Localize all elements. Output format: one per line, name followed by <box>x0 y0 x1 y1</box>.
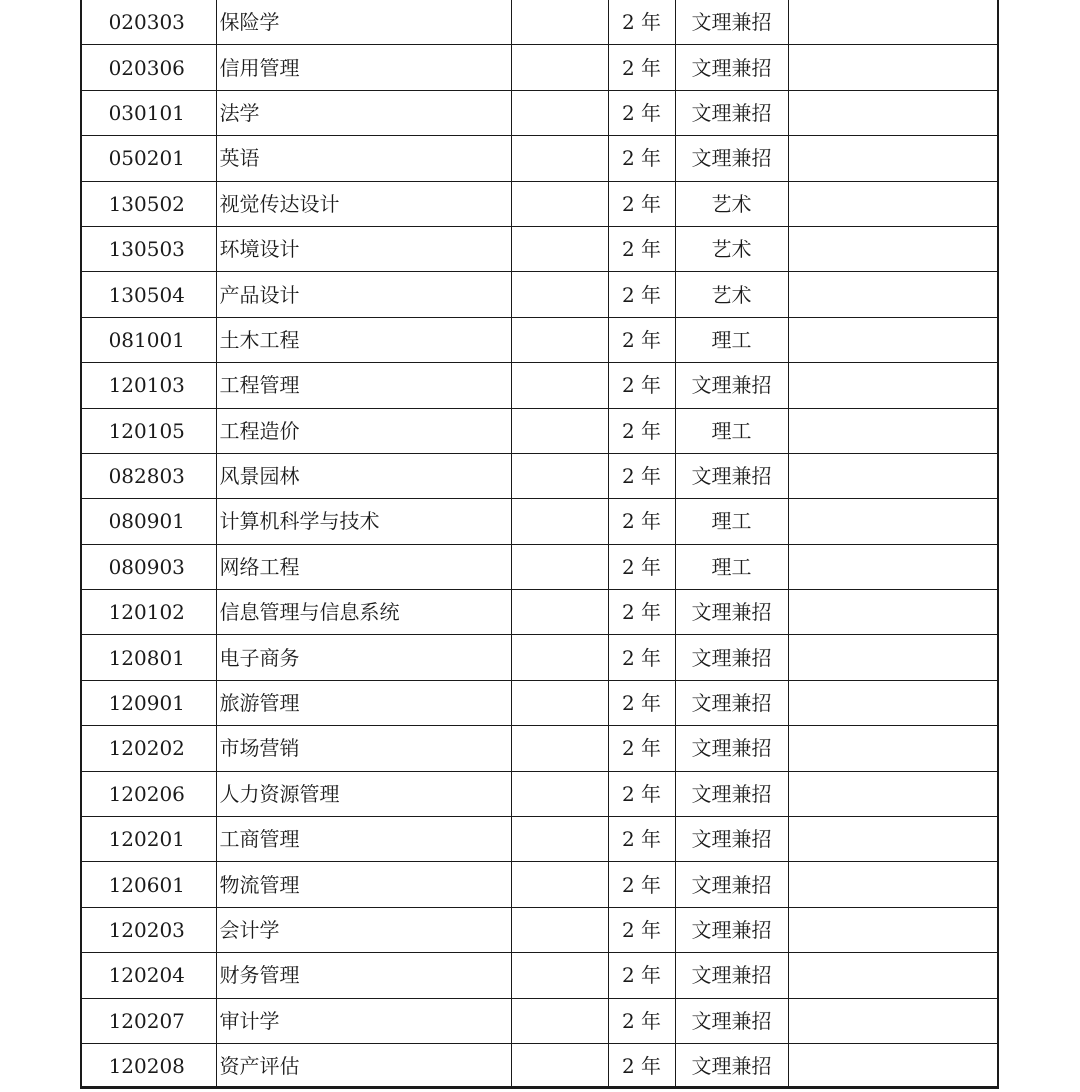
table-row <box>82 317 997 362</box>
blank-cell <box>511 680 608 725</box>
enrollment-type-cell: 文理兼招 <box>675 771 788 816</box>
program-code-cell: 120901 <box>82 680 216 725</box>
duration-cell: 2 年 <box>608 680 675 725</box>
program-code-cell: 120105 <box>82 408 216 453</box>
table-row <box>82 181 997 226</box>
program-name-cell: 信用管理 <box>216 45 511 90</box>
program-name-cell: 信息管理与信息系统 <box>216 590 511 635</box>
enrollment-type-cell: 艺术 <box>675 226 788 271</box>
table-row <box>82 363 997 408</box>
table-row <box>82 544 997 589</box>
program-name-cell: 会计学 <box>216 907 511 952</box>
note-cell <box>788 998 997 1043</box>
note-cell <box>788 635 997 680</box>
note-cell <box>788 544 997 589</box>
blank-cell <box>511 771 608 816</box>
enrollment-type-cell: 理工 <box>675 317 788 362</box>
program-name-cell: 电子商务 <box>216 635 511 680</box>
blank-cell <box>511 317 608 362</box>
program-code-cell: 120102 <box>82 590 216 635</box>
note-cell <box>788 181 997 226</box>
blank-cell <box>511 907 608 952</box>
table-row <box>82 862 997 907</box>
enrollment-type-cell: 文理兼招 <box>675 136 788 181</box>
enrollment-type-cell: 文理兼招 <box>675 862 788 907</box>
blank-cell <box>511 408 608 453</box>
duration-cell: 2 年 <box>608 953 675 998</box>
program-code-cell: 080901 <box>82 499 216 544</box>
table-row <box>82 90 997 135</box>
table-row <box>82 907 997 952</box>
blank-cell <box>511 136 608 181</box>
program-name-cell: 计算机科学与技术 <box>216 499 511 544</box>
table-row <box>82 226 997 271</box>
duration-cell: 2 年 <box>608 635 675 680</box>
duration-cell: 2 年 <box>608 817 675 862</box>
program-code-cell: 130503 <box>82 226 216 271</box>
note-cell <box>788 453 997 498</box>
table-row <box>82 680 997 725</box>
duration-cell: 2 年 <box>608 317 675 362</box>
blank-cell <box>511 0 608 45</box>
program-code-cell: 020306 <box>82 45 216 90</box>
blank-cell <box>511 499 608 544</box>
enrollment-type-cell: 艺术 <box>675 181 788 226</box>
duration-cell: 2 年 <box>608 408 675 453</box>
blank-cell <box>511 181 608 226</box>
program-code-cell: 082803 <box>82 453 216 498</box>
note-cell <box>788 408 997 453</box>
program-name-cell: 工程造价 <box>216 408 511 453</box>
program-name-cell: 工商管理 <box>216 817 511 862</box>
enrollment-type-cell: 理工 <box>675 544 788 589</box>
blank-cell <box>511 726 608 771</box>
program-name-cell: 网络工程 <box>216 544 511 589</box>
program-code-cell: 130504 <box>82 272 216 317</box>
program-code-cell: 130502 <box>82 181 216 226</box>
program-code-cell: 020303 <box>82 0 216 45</box>
note-cell <box>788 136 997 181</box>
blank-cell <box>511 363 608 408</box>
enrollment-type-cell: 文理兼招 <box>675 998 788 1043</box>
note-cell <box>788 590 997 635</box>
table-row <box>82 1043 997 1088</box>
note-cell <box>788 680 997 725</box>
note-cell <box>788 726 997 771</box>
duration-cell: 2 年 <box>608 453 675 498</box>
program-table-body <box>82 0 997 1089</box>
blank-cell <box>511 45 608 90</box>
program-table <box>82 0 997 1089</box>
note-cell <box>788 817 997 862</box>
table-row <box>82 499 997 544</box>
enrollment-type-cell: 文理兼招 <box>675 90 788 135</box>
program-name-cell: 保险学 <box>216 0 511 45</box>
duration-cell: 2 年 <box>608 0 675 45</box>
program-name-cell: 审计学 <box>216 998 511 1043</box>
program-code-cell: 120801 <box>82 635 216 680</box>
enrollment-type-cell: 文理兼招 <box>675 1043 788 1088</box>
note-cell <box>788 0 997 45</box>
program-code-cell: 120206 <box>82 771 216 816</box>
blank-cell <box>511 998 608 1043</box>
enrollment-type-cell: 文理兼招 <box>675 0 788 45</box>
duration-cell: 2 年 <box>608 726 675 771</box>
blank-cell <box>511 453 608 498</box>
program-code-cell: 050201 <box>82 136 216 181</box>
note-cell <box>788 272 997 317</box>
duration-cell: 2 年 <box>608 226 675 271</box>
note-cell <box>788 226 997 271</box>
table-row <box>82 453 997 498</box>
program-code-cell: 120103 <box>82 363 216 408</box>
program-code-cell: 080903 <box>82 544 216 589</box>
program-name-cell: 人力资源管理 <box>216 771 511 816</box>
program-code-cell: 120204 <box>82 953 216 998</box>
program-name-cell: 市场营销 <box>216 726 511 771</box>
blank-cell <box>511 635 608 680</box>
blank-cell <box>511 590 608 635</box>
duration-cell: 2 年 <box>608 907 675 952</box>
blank-cell <box>511 544 608 589</box>
program-code-cell: 030101 <box>82 90 216 135</box>
program-name-cell: 法学 <box>216 90 511 135</box>
table-row <box>82 726 997 771</box>
note-cell <box>788 771 997 816</box>
program-name-cell: 财务管理 <box>216 953 511 998</box>
duration-cell: 2 年 <box>608 363 675 408</box>
blank-cell <box>511 953 608 998</box>
duration-cell: 2 年 <box>608 272 675 317</box>
enrollment-type-cell: 文理兼招 <box>675 590 788 635</box>
table-row <box>82 590 997 635</box>
duration-cell: 2 年 <box>608 590 675 635</box>
table-row <box>82 272 997 317</box>
enrollment-type-cell: 文理兼招 <box>675 45 788 90</box>
enrollment-type-cell: 文理兼招 <box>675 680 788 725</box>
table-row <box>82 817 997 862</box>
blank-cell <box>511 272 608 317</box>
enrollment-type-cell: 艺术 <box>675 272 788 317</box>
program-code-cell: 120207 <box>82 998 216 1043</box>
program-code-cell: 120208 <box>82 1043 216 1088</box>
note-cell <box>788 363 997 408</box>
table-row <box>82 771 997 816</box>
note-cell <box>788 317 997 362</box>
enrollment-type-cell: 文理兼招 <box>675 363 788 408</box>
program-name-cell: 资产评估 <box>216 1043 511 1088</box>
enrollment-type-cell: 文理兼招 <box>675 953 788 998</box>
blank-cell <box>511 90 608 135</box>
table-row <box>82 635 997 680</box>
blank-cell <box>511 817 608 862</box>
table-row <box>82 953 997 998</box>
program-name-cell: 风景园林 <box>216 453 511 498</box>
note-cell <box>788 953 997 998</box>
program-code-cell: 081001 <box>82 317 216 362</box>
program-code-cell: 120201 <box>82 817 216 862</box>
duration-cell: 2 年 <box>608 544 675 589</box>
table-row <box>82 136 997 181</box>
table-row <box>82 0 997 45</box>
blank-cell <box>511 862 608 907</box>
program-name-cell: 工程管理 <box>216 363 511 408</box>
enrollment-type-cell: 文理兼招 <box>675 907 788 952</box>
table-row <box>82 408 997 453</box>
duration-cell: 2 年 <box>608 862 675 907</box>
duration-cell: 2 年 <box>608 136 675 181</box>
note-cell <box>788 90 997 135</box>
program-name-cell: 产品设计 <box>216 272 511 317</box>
program-name-cell: 物流管理 <box>216 862 511 907</box>
blank-cell <box>511 1043 608 1088</box>
enrollment-type-cell: 文理兼招 <box>675 817 788 862</box>
program-name-cell: 环境设计 <box>216 226 511 271</box>
table-row <box>82 998 997 1043</box>
enrollment-type-cell: 文理兼招 <box>675 635 788 680</box>
enrollment-type-cell: 文理兼招 <box>675 453 788 498</box>
note-cell <box>788 1043 997 1088</box>
program-code-cell: 120203 <box>82 907 216 952</box>
duration-cell: 2 年 <box>608 771 675 816</box>
program-name-cell: 土木工程 <box>216 317 511 362</box>
duration-cell: 2 年 <box>608 45 675 90</box>
note-cell <box>788 45 997 90</box>
duration-cell: 2 年 <box>608 1043 675 1088</box>
enrollment-type-cell: 理工 <box>675 499 788 544</box>
program-code-cell: 120601 <box>82 862 216 907</box>
program-table-sheet <box>80 0 999 1089</box>
enrollment-type-cell: 理工 <box>675 408 788 453</box>
note-cell <box>788 907 997 952</box>
program-name-cell: 英语 <box>216 136 511 181</box>
duration-cell: 2 年 <box>608 998 675 1043</box>
note-cell <box>788 862 997 907</box>
program-name-cell: 旅游管理 <box>216 680 511 725</box>
duration-cell: 2 年 <box>608 181 675 226</box>
program-code-cell: 120202 <box>82 726 216 771</box>
program-name-cell: 视觉传达设计 <box>216 181 511 226</box>
note-cell <box>788 499 997 544</box>
duration-cell: 2 年 <box>608 90 675 135</box>
table-row <box>82 45 997 90</box>
enrollment-type-cell: 文理兼招 <box>675 726 788 771</box>
blank-cell <box>511 226 608 271</box>
duration-cell: 2 年 <box>608 499 675 544</box>
